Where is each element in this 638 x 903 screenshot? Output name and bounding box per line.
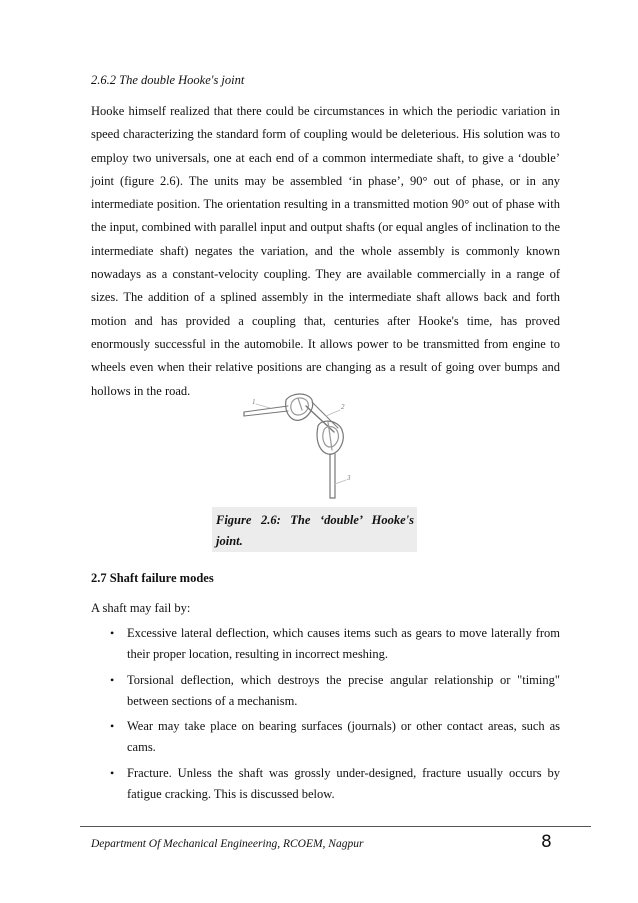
list-intro: A shaft may fail by: bbox=[91, 601, 191, 615]
bullet-icon: • bbox=[110, 719, 115, 733]
double-hookes-joint-illustration bbox=[230, 392, 366, 500]
figure-label-1: 1 bbox=[252, 398, 256, 406]
body-paragraph: Hooke himself realized that there could be circumstances in which the periodic variation in speed characterizing the standard form of coupling would be deleterious. His solution was to employ two universals, one at each end of a common intermediate shaft, to give a ‘double’ joint (figure 2.6). The units may be assembled ‘in phase’, 90° out of phase, or in any intermediate position. The orientation resulting in a transmitted motion 90° out of phase with the input, combined with parallel input and output shafts (or equal angles of inclination to the intermediate shaft) negates the variation, and the whole assembly is commonly known nowadays as a constant-velocity coupling. They are available commercially in a range of sizes. The addition of a splined assembly in the intermediate shaft allows back and forth motion and has provided a coupling that, centuries after Hooke's time, has proved enormously successful in the automobile. It allows power to be transmitted from engine to wheels even when their relative positions are changing as a result of going over bumps and hollows in the road. bbox=[91, 104, 560, 398]
list-item-text: Fracture. Unless the shaft was grossly under-designed, fracture usually occurs by fatigue cracking. This is discussed below. bbox=[127, 765, 560, 801]
bullet-icon: • bbox=[110, 765, 115, 780]
figure-caption-box bbox=[212, 507, 417, 552]
list-item-text: Excessive lateral deflection, which causes items such as gears to move laterally from their proper location, resulting in incorrect meshing. bbox=[127, 626, 560, 661]
list-item bbox=[91, 670, 560, 712]
list-item bbox=[91, 763, 560, 805]
failure-modes-list bbox=[91, 623, 560, 809]
figure-label-2: 2 bbox=[341, 403, 345, 411]
subsection-title: 2.6.2 The double Hooke's joint bbox=[91, 73, 245, 87]
footer-department: Department Of Mechanical Engineering, RCOEM, Nagpur bbox=[91, 838, 364, 850]
list-item bbox=[91, 623, 560, 665]
figure-caption: Figure 2.6: The ‘double’ Hooke's joint. bbox=[216, 513, 414, 548]
bullet-icon: • bbox=[110, 626, 115, 640]
list-item bbox=[91, 716, 560, 758]
list-item-text: Torsional deflection, which destroys the precise angular relationship or "timing" between sections of a mechanism. bbox=[127, 672, 560, 708]
bullet-icon: • bbox=[110, 672, 115, 687]
page-number: 8 bbox=[541, 832, 552, 852]
figure-label-3: 3 bbox=[347, 474, 351, 482]
list-item-text: Wear may take place on bearing surfaces (journals) or other contact areas, such as cams. bbox=[127, 719, 560, 754]
footer-divider bbox=[80, 826, 591, 827]
double-hookes-joint-figure bbox=[230, 392, 366, 500]
section-title: 2.7 Shaft failure modes bbox=[91, 571, 214, 585]
